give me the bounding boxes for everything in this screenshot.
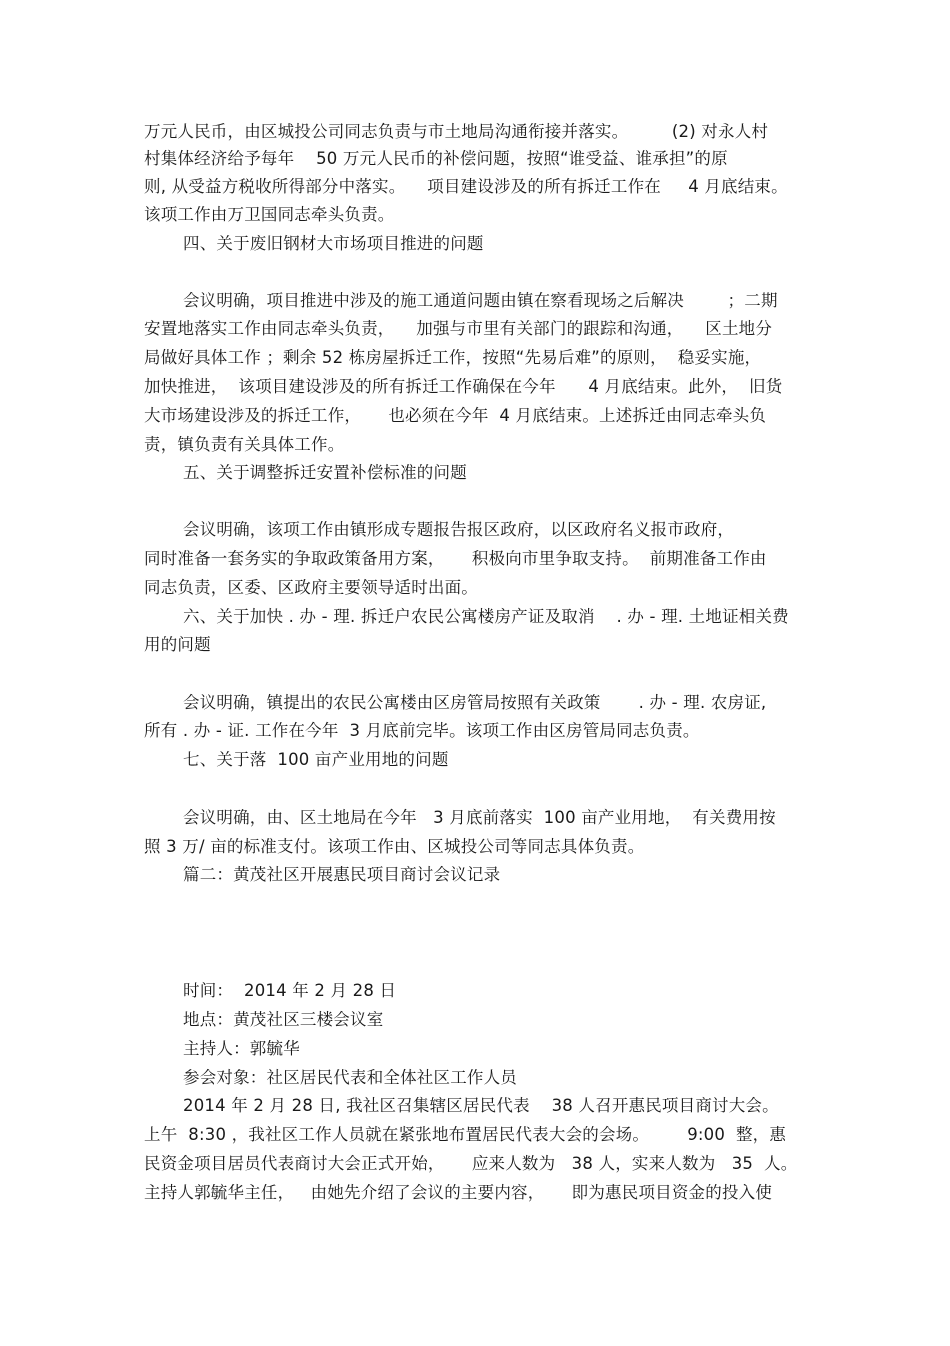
text-line: 大市场建设涉及的拆迁工作， 也必须在今年 4 月底结束。上述拆迁由同志牵头负 (144, 406, 767, 425)
section-heading: 六、关于加快 . 办 - 理. 拆迁户农民公寓楼房产证及取消 . 办 - 理. 土地证相关费 (183, 607, 789, 626)
text-line: 主持人郭毓华主任， 由她先介绍了会议的主要内容， 即为惠民项目资金的投入使 (144, 1183, 773, 1202)
text-line: 则, 从受益方税收所得部分中落实。 项目建设涉及的所有拆迁工作在 4 月底结束。 (144, 177, 788, 196)
text-line: 会议明确，项目推进中涉及的施工通道问题由镇在察看现场之后解决 ；二期 (183, 291, 778, 310)
text-line: 该项工作由万卫国同志牵头负责。 (144, 205, 395, 224)
section-heading-cont: 用的问题 (144, 635, 211, 654)
text-line: 局做好具体工作 ；剩余 52 栋房屋拆迁工作，按照“先易后难”的原则， 稳妥实施， (144, 348, 762, 367)
meeting-host: 主持人：郭毓华 (183, 1039, 300, 1058)
meeting-time: 时间： 2014 年 2 月 28 日 (183, 981, 397, 1000)
text-line: 会议明确，由、区土地局在今年 3 月底前落实 100 亩产业用地， 有关费用按 (183, 808, 776, 827)
text-line: 同时准备一套务实的争取政策备用方案， 积极向市里争取支持。 前期准备工作由 (144, 549, 767, 568)
text-line: 照 3 万/ 亩的标准支付。该项工作由、区城投公司等同志具体负责。 (144, 837, 645, 856)
text-line: 会议明确，镇提出的农民公寓楼由区房管局按照有关政策 . 办 - 理. 农房证, (183, 693, 767, 712)
section-heading: 七、关于落 100 亩产业用地的问题 (183, 750, 449, 769)
text-line: 责，镇负责有关具体工作。 (144, 435, 345, 454)
text-line: 加快推进， 该项目建设涉及的所有拆迁工作确保在今年 4 月底结束。此外， 旧货 (144, 377, 783, 396)
text-line: 2014 年 2 月 28 日, 我社区召集辖区居民代表 38 人召开惠民项目商讨大会。 (183, 1096, 779, 1115)
text-line: 会议明确，该项工作由镇形成专题报告报区政府，以区政府名义报市政府， (183, 520, 735, 539)
text-line: 安置地落实工作由同志牵头负责， 加强与市里有关部门的跟踪和沟通， 区土地分 (144, 319, 773, 338)
section-heading: 五、关于调整拆迁安置补偿标准的问题 (183, 463, 467, 482)
text-line: 民资金项目居员代表商讨大会正式开始， 应来人数为 38 人，实来人数为 35 人。 (144, 1154, 798, 1173)
text-line: 上午 8:30 ，我社区工作人员就在紧张地布置居民代表大会的会场。 9:00 整，惠 (144, 1125, 787, 1144)
text-line: 所有 . 办 - 证. 工作在今年 3 月底前完毕。该项工作由区房管局同志负责。 (144, 721, 700, 740)
meeting-location: 地点：黄茂社区三楼会议室 (183, 1010, 384, 1029)
article-title: 篇二：黄茂社区开展惠民项目商讨会议记录 (183, 865, 501, 884)
section-heading: 四、关于废旧钢材大市场项目推进的问题 (183, 234, 484, 253)
text-line: 万元人民币，由区城投公司同志负责与市土地局沟通衔接并落实。 (2) 对永人村 (144, 122, 769, 141)
text-line: 村集体经济给予每年 50 万元人民币的补偿问题，按照“谁受益、谁承担”的原 (144, 149, 728, 168)
meeting-attendees: 参会对象：社区居民代表和全体社区工作人员 (183, 1068, 517, 1087)
text-line: 同志负责，区委、区政府主要领导适时出面。 (144, 578, 478, 597)
